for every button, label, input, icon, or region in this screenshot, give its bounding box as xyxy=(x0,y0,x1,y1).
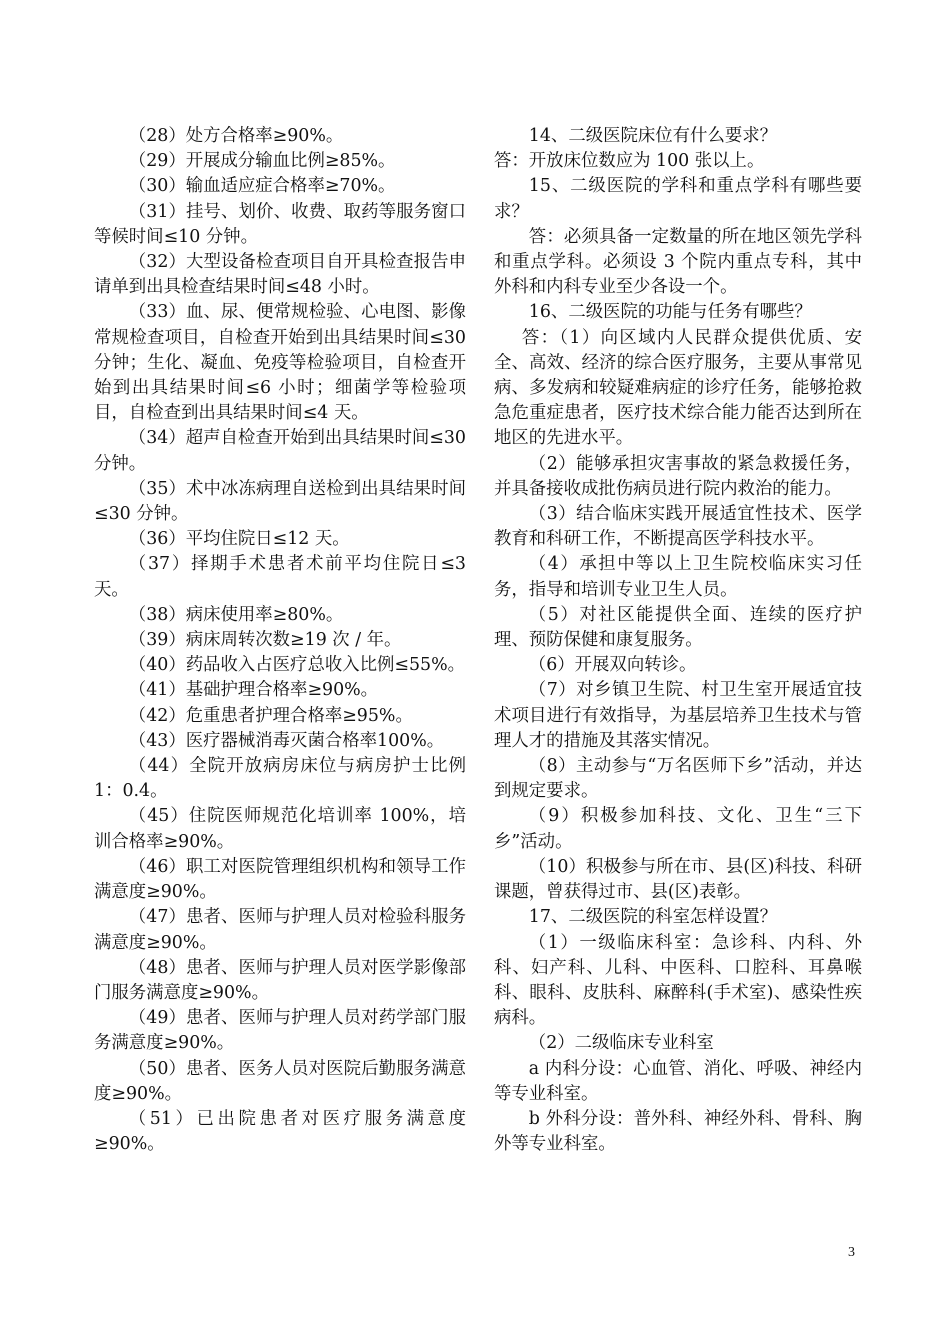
list-item: （47）患者、医师与护理人员对检验科服务满意度≥90%。 xyxy=(94,907,466,953)
question-15: 15、二级医院的学科和重点学科有哪些要求？ xyxy=(494,176,862,222)
list-item: （44）全院开放病房床位与病房护士比例 1：0.4。 xyxy=(94,756,466,802)
list-item: （40）药品收入占医疗总收入比例≤55%。 xyxy=(128,655,466,676)
list-item: （45）住院医师规范化培训率 100%，培训合格率≥90%。 xyxy=(94,806,466,852)
question-14: 14、二级医院床位有什么要求？ xyxy=(528,126,778,146)
answer-16-item: （3）结合临床实践开展适宜性技术、医学教育和科研工作，不断提高医学科技水平。 xyxy=(494,504,862,550)
answer-16-item: （2）能够承担灾害事故的紧急救援任务，并具备接收成批伤病员进行院内救治的能力。 xyxy=(494,453,862,499)
answer-14: 答：开放床位数应为 100 张以上。 xyxy=(494,151,765,172)
list-item: （28）处方合格率≥90%。 xyxy=(128,126,344,146)
list-item: （29）开展成分输血比例≥85%。 xyxy=(128,151,396,172)
list-item: （50）患者、医务人员对医院后勤服务满意度≥90%。 xyxy=(94,1058,466,1104)
right-column xyxy=(494,124,862,1157)
answer-16-item: （8）主动参与“万名医师下乡”活动，并达到规定要求。 xyxy=(494,756,862,802)
list-item: （42）危重患者护理合格率≥95%。 xyxy=(128,705,413,726)
list-item: （48）患者、医师与护理人员对医学影像部门服务满意度≥90%。 xyxy=(94,957,466,1003)
answer-16-item: （9）积极参加科技、文化、卫生“三下乡”活动。 xyxy=(494,806,862,852)
answer-16-item: （4）承担中等以上卫生院校临床实习任务，指导和培训专业卫生人员。 xyxy=(494,554,862,600)
list-item: （35）术中冰冻病理自送检到出具结果时间≤30 分钟。 xyxy=(94,478,466,525)
list-item: （41）基础护理合格率≥90%。 xyxy=(128,680,379,701)
answer-16-item: （5）对社区能提供全面、连续的医疗护理、预防保健和康复服务。 xyxy=(494,604,862,651)
list-item: （37）择期手术患者术前平均住院日≤3 天。 xyxy=(94,554,466,600)
list-item: （33）血、尿、便常规检验、心电图、影像常规检查项目，自检查开始到出具结果时间≤30 分钟；生化、凝血、免疫等检验项目，自检查开始到出具结果时间≤6 小时；细菌学等检验项目，自检查到出具结果时间≤4 天。 xyxy=(94,302,466,424)
answer-15: 答：必须具备一定数量的所在地区领先学科和重点学科。必须设 3 个院内重点专科，其中外科和内科专业至少各设一个。 xyxy=(494,226,862,298)
list-item: （32）大型设备检查项目自开具检查报告申请单到出具检查结果时间≤48 小时。 xyxy=(94,252,466,298)
list-item: （31）挂号、划价、收费、取药等服务窗口等候时间≤10 分钟。 xyxy=(94,201,466,247)
answer-16-item: （7）对乡镇卫生院、村卫生室开展适宜技术项目进行有效指导，为基层培养卫生技术与管理人才的措施及其落实情况。 xyxy=(494,680,862,751)
list-item: （43）医疗器械消毒灭菌合格率100%。 xyxy=(128,730,445,751)
list-item: （36）平均住院日≤12 天。 xyxy=(128,529,350,550)
list-item: （46）职工对医院管理组织机构和领导工作满意度≥90%。 xyxy=(94,856,466,903)
list-item: （30）输血适应症合格率≥70%。 xyxy=(128,176,396,197)
page-number: 3 xyxy=(848,1245,855,1260)
answer-17-item: b 外科分设：普外科、神经外科、骨科、胸外等专业科室。 xyxy=(494,1108,862,1155)
list-item: （49）患者、医师与护理人员对药学部门服务满意度≥90%。 xyxy=(94,1008,466,1054)
answer-17-item: （1）一级临床科室：急诊科、内科、外科、妇产科、儿科、中医科、口腔科、耳鼻喉科、眼科、皮肤科、麻醉科(手术室)、感染性疾病科。 xyxy=(494,932,862,1029)
answer-16-item: （10）积极参与所在市、县(区)科技、科研课题，曾获得过市、县(区)表彰。 xyxy=(494,856,862,903)
list-item: （39）病床周转次数≥19 次 / 年。 xyxy=(128,630,402,651)
list-item: （51）已出院患者对医疗服务满意度≥90%。 xyxy=(94,1108,466,1155)
answer-17-item: （2）二级临床专业科室 xyxy=(528,1033,714,1054)
list-item: （34）超声自检查开始到出具结果时间≤30 分钟。 xyxy=(94,428,466,474)
answer-16-item: 答：（1）向区域内人民群众提供优质、安全、高效、经济的综合医疗服务，主要从事常见病、多发病和较疑难病症的诊疗任务，能够抢救急危重症患者，医疗技术综合能力能否达到所在地区的先进水平。 xyxy=(494,327,862,449)
left-column xyxy=(94,124,466,1157)
question-16: 16、二级医院的功能与任务有哪些？ xyxy=(528,302,812,323)
list-item: （38）病床使用率≥80%。 xyxy=(128,604,344,625)
answer-17-item: a 内科分设：心血管、消化、呼吸、神经内等专业科室。 xyxy=(494,1058,862,1104)
question-17: 17、二级医院的科室怎样设置？ xyxy=(528,907,778,928)
answer-16-item: （6）开展双向转诊。 xyxy=(528,655,697,676)
